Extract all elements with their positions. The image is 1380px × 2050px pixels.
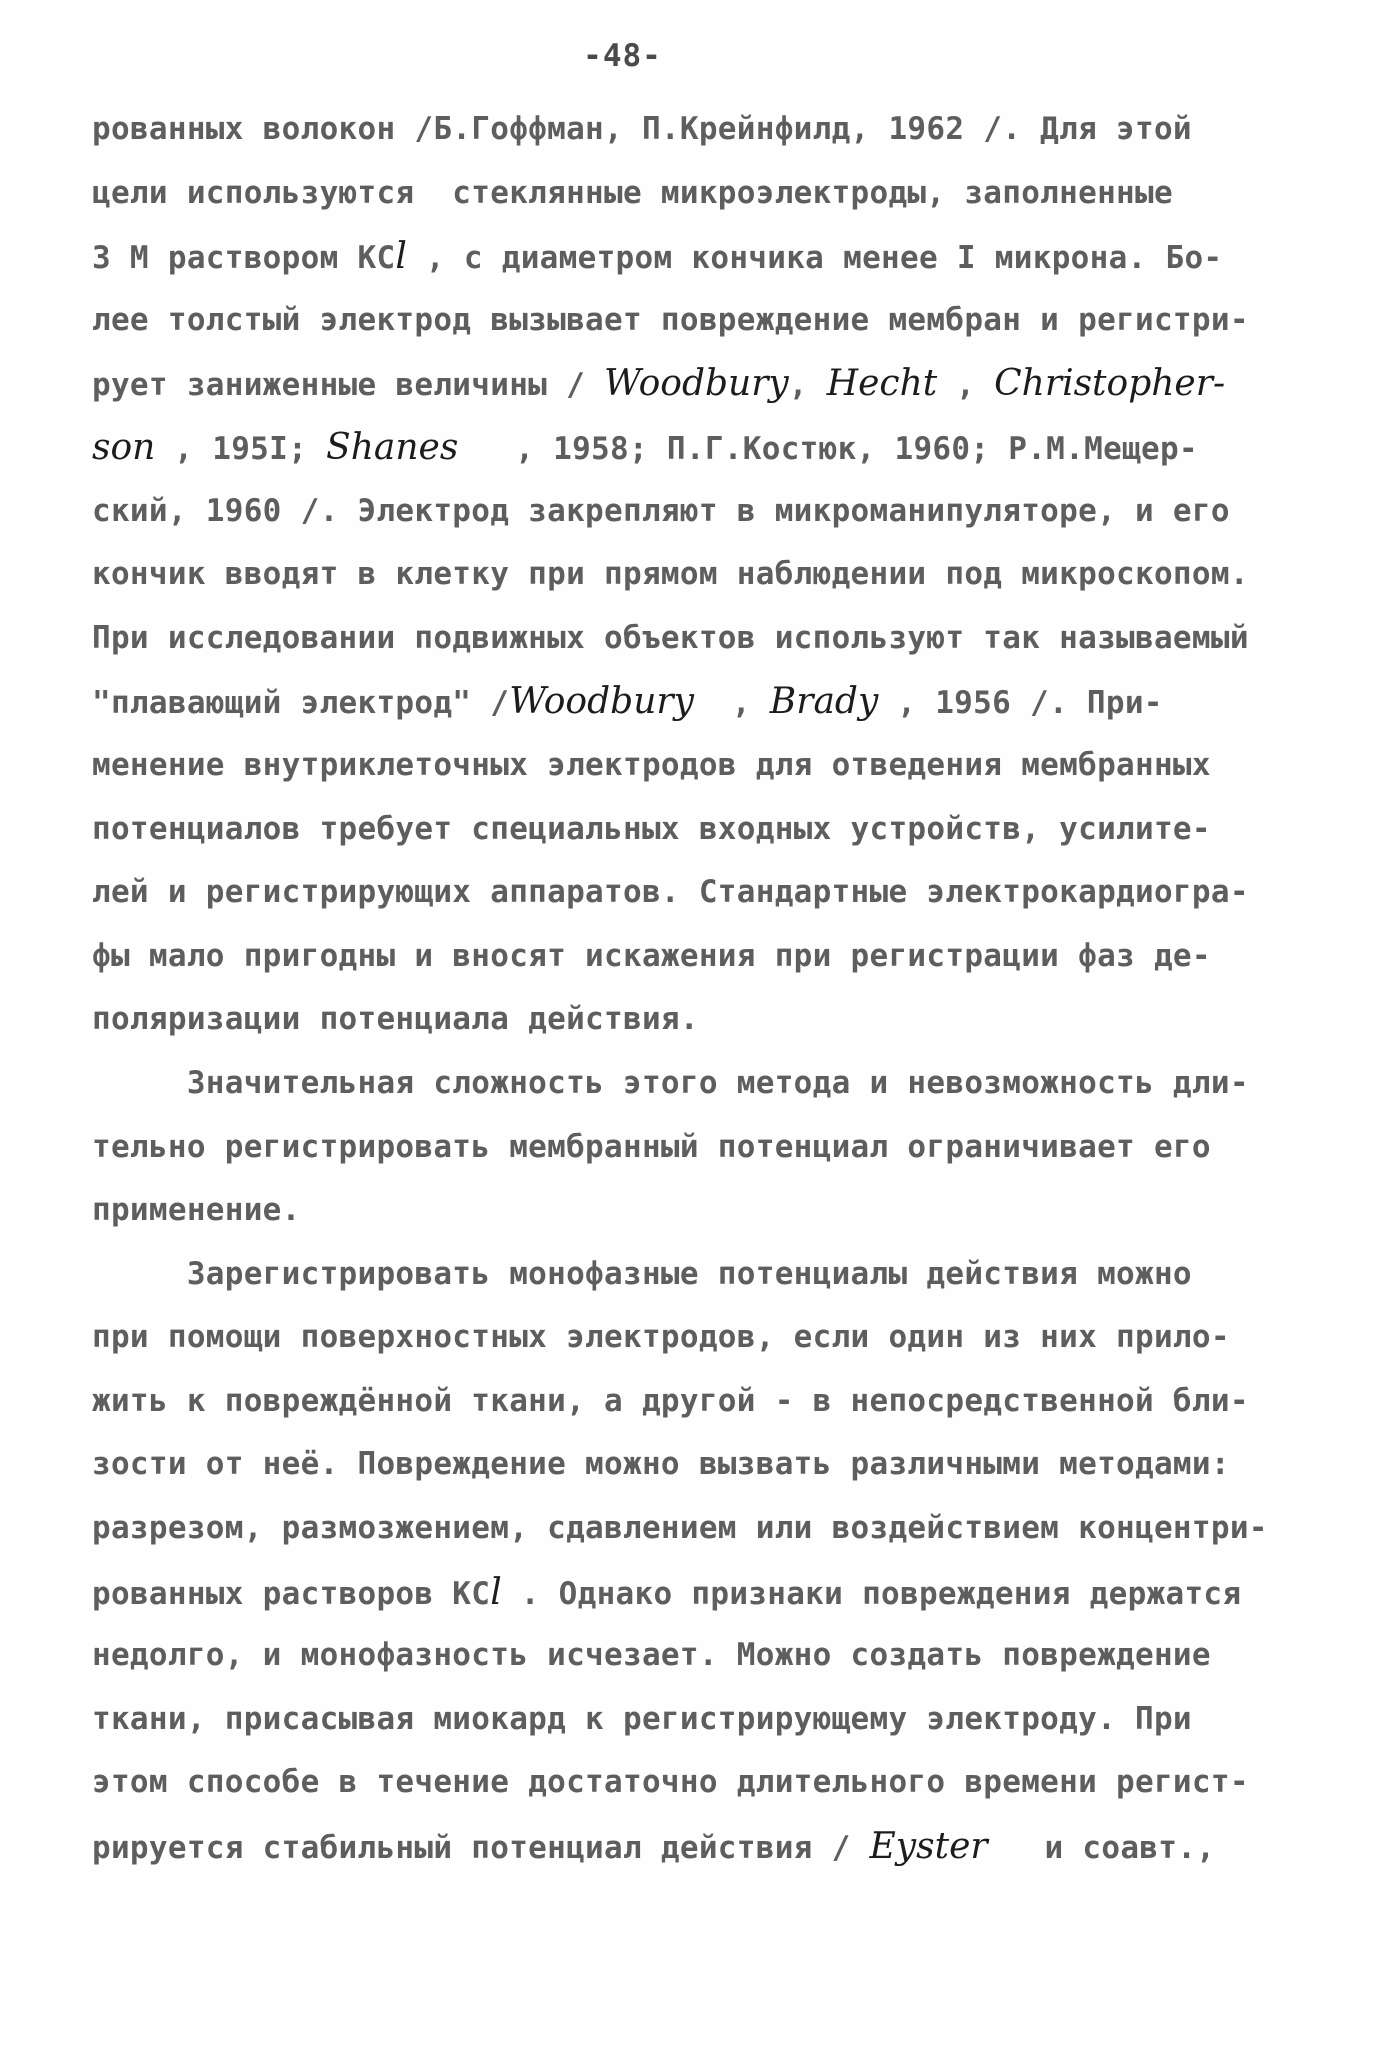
typed-text: рируется стабильный потенциал действия / xyxy=(92,1830,870,1867)
typed-text: и соавт., xyxy=(987,1830,1216,1867)
typed-text: разрезом, размозжением, сдавлением или воздействием концентри- xyxy=(92,1510,1268,1547)
handwritten-insert: Hecht xyxy=(826,363,938,405)
typed-text: кончик вводят в клетку при прямом наблюдении под микроскопом. xyxy=(92,556,1249,593)
text-line xyxy=(92,1433,1312,1497)
typed-text: при помощи поверхностных электродов, если один из них прило- xyxy=(92,1319,1230,1356)
typed-text: , с диаметром кончика менее I микрона. Бо- xyxy=(406,240,1223,277)
typed-text: потенциалов требует специальных входных устройств, усилите- xyxy=(92,810,1211,847)
text-line xyxy=(92,1561,1312,1625)
text-line xyxy=(92,352,1312,416)
handwritten-insert: Eyster xyxy=(869,1826,988,1868)
typed-text: этом способе в течение достаточно длительного времени регист- xyxy=(92,1764,1249,1801)
typed-text: рованных волокон /Б.Гоффман, П.Крейнфилд, 1962 /. Для этой xyxy=(92,111,1192,147)
text-line xyxy=(92,861,1312,925)
text-line xyxy=(92,798,1312,862)
page-number: -48- xyxy=(583,38,662,74)
handwritten-insert: Brady xyxy=(769,681,879,723)
typed-text: недолго, и монофазность исчезает. Можно создать повреждение xyxy=(92,1637,1211,1674)
typed-text: рует заниженные величины / xyxy=(92,367,605,404)
text-line xyxy=(92,1116,1312,1180)
typed-text: , 1956 /. При- xyxy=(878,685,1163,722)
typed-text: Значительная сложность этого метода и невозможность дли- xyxy=(92,1064,1249,1101)
text-line xyxy=(92,98,1312,162)
typed-text: "плавающий электрод" / xyxy=(92,685,510,722)
typed-text: применение. xyxy=(92,1192,301,1229)
text-line xyxy=(92,1497,1312,1561)
typed-text: рованных растворов КС xyxy=(92,1575,491,1612)
handwritten-insert: Christopher- xyxy=(994,363,1226,405)
text-line xyxy=(92,416,1312,480)
typed-text: лей и регистрирующих аппаратов. Стандартные электрокардиогра- xyxy=(92,874,1249,911)
typed-text: . Однако признаки повреждения держатся xyxy=(501,1575,1242,1612)
text-line xyxy=(92,162,1312,226)
handwritten-insert: son xyxy=(92,426,156,468)
typed-text: , xyxy=(937,367,995,404)
typed-text: лее толстый электрод вызывает повреждение мембран и регистри- xyxy=(92,301,1249,338)
typed-text: зости от неё. Повреждение можно вызвать различными методами: xyxy=(92,1446,1230,1483)
typed-text: , xyxy=(693,685,770,722)
typed-text: цели используются стеклянные микроэлектроды, заполненные xyxy=(92,174,1173,211)
text-line xyxy=(92,1052,1312,1116)
text-line xyxy=(92,289,1312,353)
body-text xyxy=(92,98,1312,1879)
typed-text: фы мало пригодны и вносят искажения при регистрации фаз де- xyxy=(92,937,1211,974)
text-line xyxy=(92,1306,1312,1370)
handwritten-insert: l xyxy=(490,1571,502,1613)
text-line xyxy=(92,225,1312,289)
text-line xyxy=(92,1243,1312,1307)
text-line xyxy=(92,480,1312,544)
handwritten-insert: Woodbury xyxy=(509,681,694,723)
typed-text: тельно регистрировать мембранный потенциал ограничивает его xyxy=(92,1128,1211,1165)
typed-text: Зарегистрировать монофазные потенциалы действия можно xyxy=(92,1255,1192,1292)
typed-text: ский, 1960 /. Электрод закрепляют в микроманипуляторе, и его xyxy=(92,492,1230,529)
typed-text: , 1958; П.Г.Костюк, 1960; Р.М.Мещер- xyxy=(458,430,1198,467)
typed-text: При исследовании подвижных объектов используют так называемый xyxy=(92,619,1249,656)
text-line xyxy=(92,1751,1312,1815)
text-line xyxy=(92,1370,1312,1434)
text-line xyxy=(92,1624,1312,1688)
text-line xyxy=(92,1179,1312,1243)
typed-text: поляризации потенциала действия. xyxy=(92,1001,699,1038)
text-line xyxy=(92,543,1312,607)
handwritten-insert: Shanes xyxy=(326,426,459,468)
typed-text: 3 М раствором КС xyxy=(92,240,396,277)
text-line xyxy=(92,607,1312,671)
text-line xyxy=(92,988,1312,1052)
text-line xyxy=(92,670,1312,734)
typed-text: ткани, присасывая миокард к регистрирующему электроду. При xyxy=(92,1700,1192,1737)
handwritten-insert: Woodbury xyxy=(604,363,789,405)
typed-text: , 195I; xyxy=(155,430,327,467)
text-line xyxy=(92,925,1312,989)
text-line xyxy=(92,1688,1312,1752)
text-line xyxy=(92,734,1312,798)
handwritten-insert: l xyxy=(395,236,407,278)
typed-text: жить к повреждённой ткани, а другой - в непосредственной бли- xyxy=(92,1382,1249,1419)
typed-text: , xyxy=(788,367,827,404)
text-line xyxy=(92,1815,1312,1879)
typed-text: менение внутриклеточных электродов для отведения мембранных xyxy=(92,746,1211,783)
